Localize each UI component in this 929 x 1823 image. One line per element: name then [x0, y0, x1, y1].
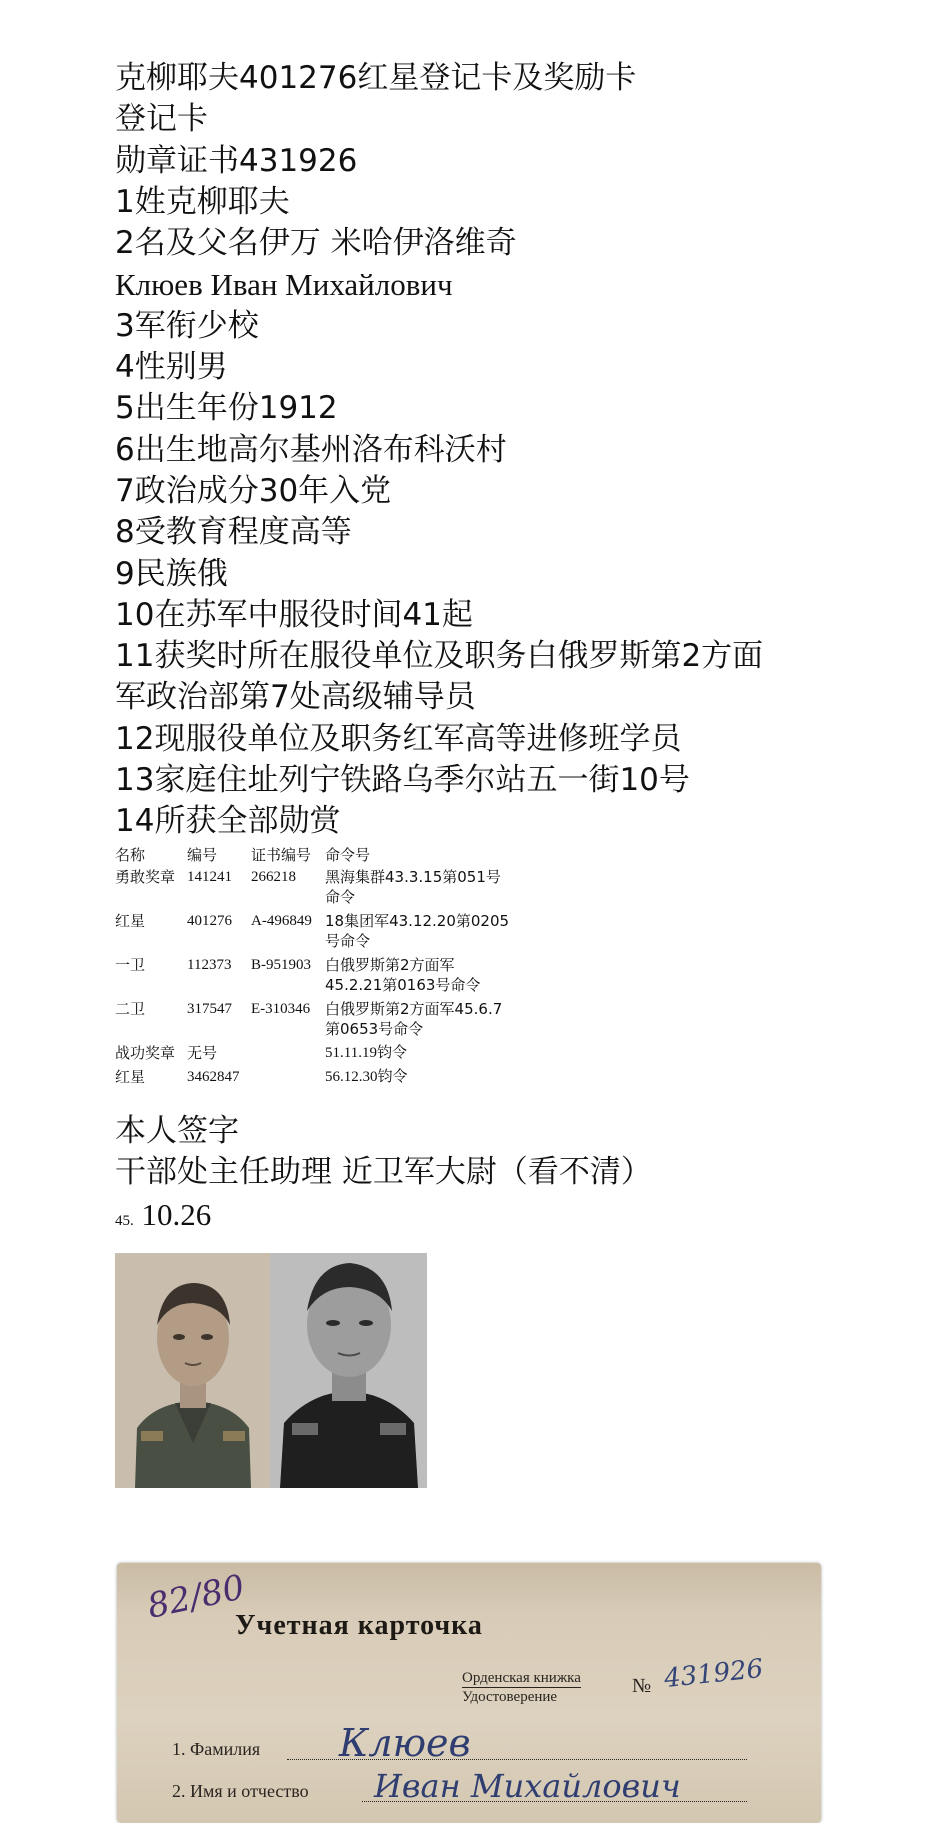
doc-line: 12现服役单位及职务红军高等进修班学员	[115, 720, 682, 757]
card-order-book-line1: Орденская книжка	[462, 1670, 581, 1686]
doc-line: 8受教育程度高等	[115, 514, 352, 551]
card-field2-label: 2. Имя и отчество	[172, 1781, 309, 1801]
doc-title: 克柳耶夫401276红星登记卡及奖励卡	[115, 60, 637, 96]
doc-line: 军政治部第7处高级辅导员	[115, 679, 476, 716]
table-cell: 一卫	[115, 955, 146, 974]
table-cell: 56.12.30钧令	[325, 1068, 408, 1085]
card-field1-label: 1. Фамилия	[172, 1739, 261, 1759]
doc-line: 勋章证书431926	[115, 142, 358, 179]
column-header: 命令号	[325, 845, 371, 864]
table-cell: 红星	[115, 911, 146, 930]
table-cell: 白俄罗斯第2方面军45.2.21第0163号命令	[325, 955, 481, 994]
table-cell: 勇敢奖章	[115, 867, 176, 886]
date-year: 45.	[115, 1213, 134, 1230]
table-cell: 317547	[187, 1000, 232, 1017]
signature-block	[115, 1111, 895, 1242]
column-header: 名称	[115, 845, 146, 864]
card-handwritten-book-number: 431926	[662, 1653, 765, 1695]
doc-line: 登记卡	[115, 101, 208, 138]
doc-line: 13家庭住址列宁铁路乌季尔站五一街10号	[115, 762, 690, 799]
document-body	[115, 58, 895, 1241]
doc-line: 11获奖时所在服役单位及职务白俄罗斯第2方面	[115, 638, 764, 675]
table-cell: 401276	[187, 912, 232, 929]
portrait-photos	[115, 1253, 427, 1488]
column-header: 证书编号	[251, 845, 312, 864]
doc-line: 1姓克柳耶夫	[115, 183, 290, 220]
doc-line: 2名及父名伊万 米哈伊洛维奇	[115, 225, 517, 262]
doc-line: 7政治成分30年入党	[115, 472, 392, 509]
table-cell: 3462847	[187, 1068, 240, 1085]
doc-line: 9民族俄	[115, 555, 228, 592]
date-line	[115, 1195, 895, 1241]
card-number-label: №	[632, 1675, 652, 1697]
date-day-month: 10.26	[141, 1197, 212, 1233]
table-cell: 112373	[187, 956, 232, 973]
table-row	[115, 865, 510, 909]
table-cell: A-496849	[251, 912, 312, 929]
doc-line: 10在苏军中服役时间41起	[115, 596, 473, 633]
card-order-book-line2: Удостоверение	[462, 1689, 558, 1705]
table-row	[115, 997, 510, 1041]
doc-line: 14所获全部勋赏	[115, 803, 341, 840]
card-field1-value: Клюев	[339, 1721, 471, 1765]
table-cell: 红星	[115, 1067, 146, 1086]
signature-label: 本人签字	[115, 1112, 239, 1149]
portrait-photo-right	[270, 1253, 427, 1488]
table-cell: 二卫	[115, 999, 146, 1018]
table-cell: 18集团军43.12.20第0205号命令	[325, 911, 510, 950]
table-cell	[251, 1041, 325, 1065]
table-cell: 51.11.19钧令	[325, 1044, 407, 1061]
table-cell: 无号	[187, 1043, 218, 1062]
table-cell: 黑海集群43.3.15第051号命令	[325, 867, 501, 906]
awards-table	[115, 845, 510, 1089]
doc-line: 6出生地高尔基州洛布科沃村	[115, 431, 507, 468]
scanned-registration-card	[117, 1563, 821, 1823]
table-cell: E-310346	[251, 1000, 311, 1017]
table-cell: 白俄罗斯第2方面军45.6.7第0653号命令	[325, 999, 503, 1038]
column-header: 编号	[187, 845, 218, 864]
table-cell	[251, 1065, 325, 1089]
table-cell: B-951903	[251, 956, 311, 973]
doc-line: 4性别男	[115, 349, 228, 386]
table-row	[115, 1065, 510, 1089]
table-row	[115, 909, 510, 953]
card-title: Учетная карточка	[235, 1610, 483, 1641]
card-handwritten-number: 82/80	[143, 1567, 249, 1627]
doc-line: 3军衔少校	[115, 307, 259, 344]
portrait-photo-left	[115, 1253, 270, 1488]
doc-line-russian-name: Клюев Иван Михайлович	[115, 267, 453, 303]
card-order-book-label	[462, 1669, 581, 1706]
doc-line: 5出生年份1912	[115, 390, 338, 427]
table-cell: 141241	[187, 868, 232, 885]
table-header-row	[115, 845, 510, 865]
table-row	[115, 1041, 510, 1065]
table-row	[115, 953, 510, 997]
card-field2-value: Иван Михайлович	[374, 1767, 681, 1805]
table-cell: 战功奖章	[115, 1043, 176, 1062]
signature-official: 干部处主任助理 近卫军大尉（看不清）	[115, 1153, 652, 1190]
table-cell: 266218	[251, 868, 296, 885]
